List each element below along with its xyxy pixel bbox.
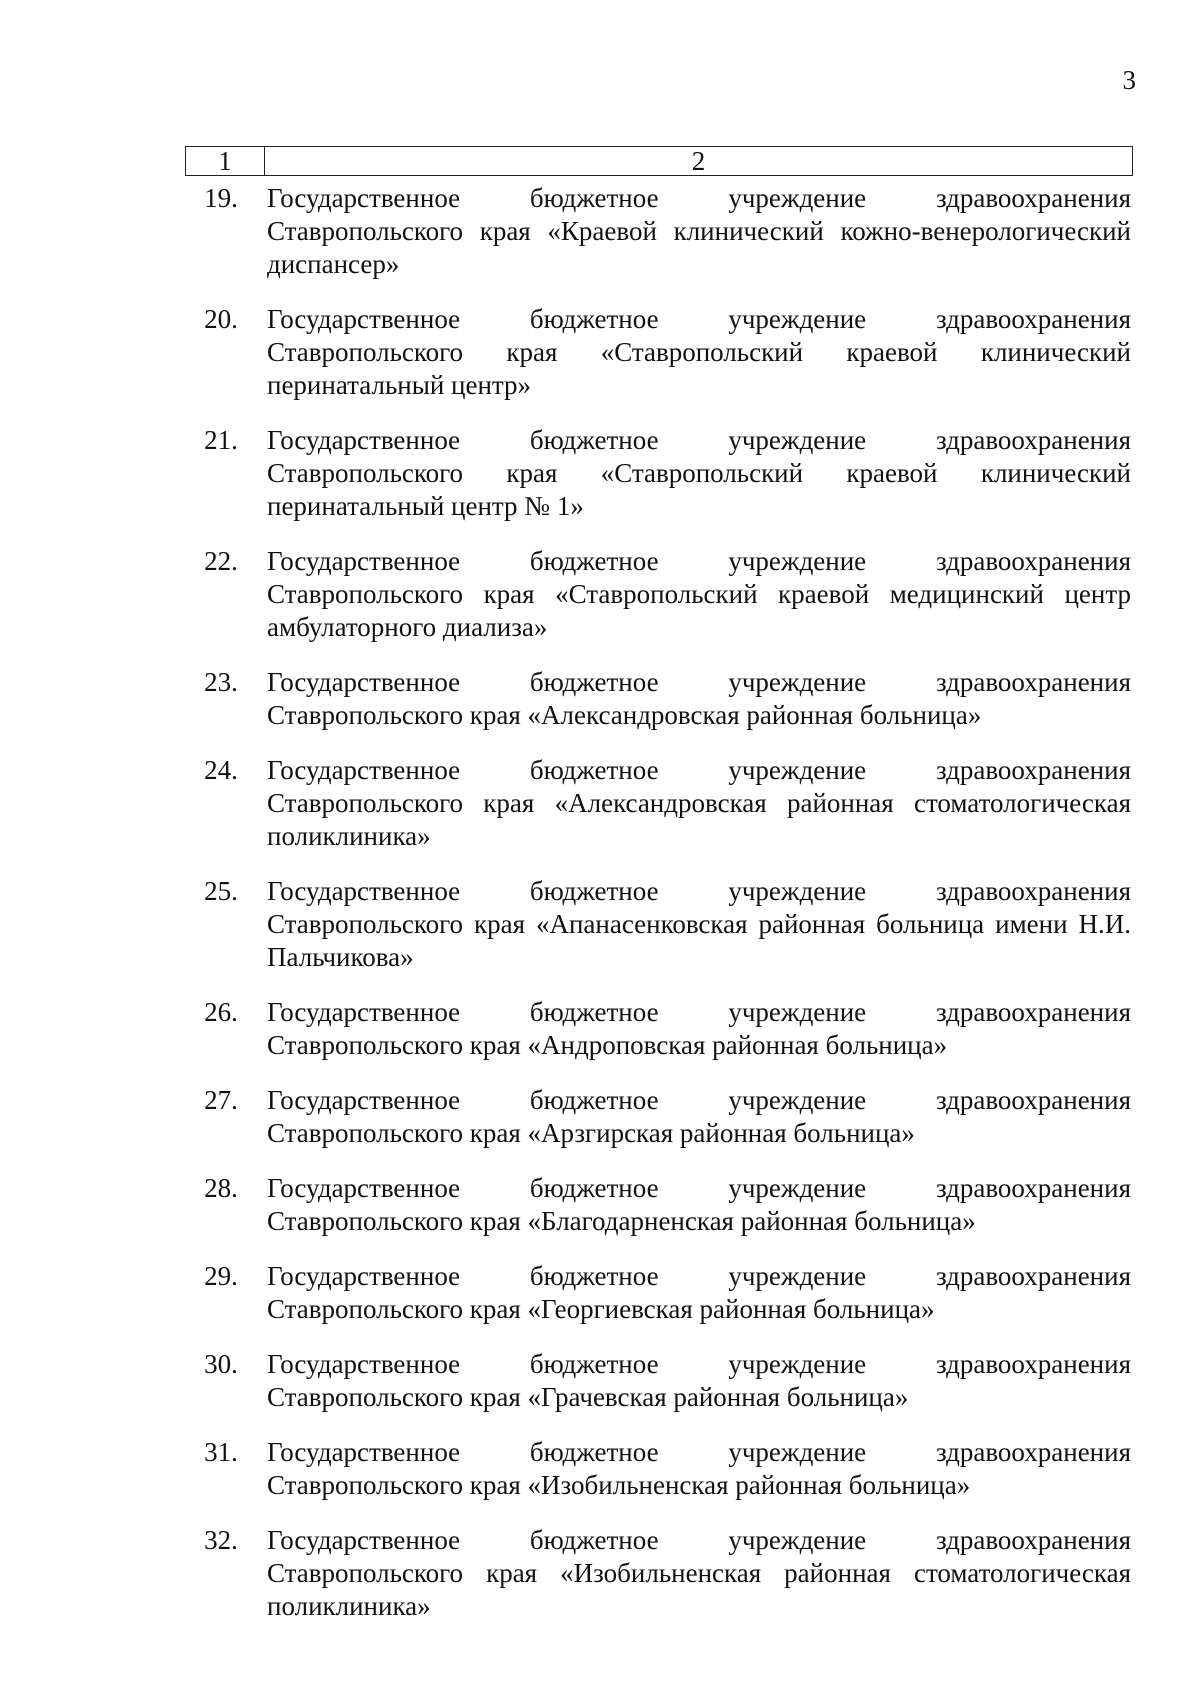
item-text: Государственное бюджетное учреждение здравоохранения Ставропольского края «Благодарненская районная больница» (267, 1173, 1131, 1236)
item-number: 30. (204, 1349, 238, 1379)
item-number: 21. (204, 425, 238, 455)
item-text: Государственное бюджетное учреждение здравоохранения Ставропольского края «Изобильненская районная стоматологическая поликлиника» (267, 1525, 1131, 1621)
institution-list (185, 182, 1131, 1645)
item-text: Государственное бюджетное учреждение здравоохранения Ставропольского края «Александровская районная больница» (267, 667, 1131, 730)
item-text: Государственное бюджетное учреждение здравоохранения Ставропольского края «Ставропольский краевой медицинский центр амбулаторного диализа» (267, 546, 1131, 642)
item-text: Государственное бюджетное учреждение здравоохранения Ставропольского края «Георгиевская районная больница» (267, 1261, 1131, 1324)
table-header-col1: 1 (186, 147, 265, 175)
list-item (185, 996, 1131, 1062)
list-item (185, 1172, 1131, 1238)
item-number: 31. (204, 1437, 238, 1467)
page-number: 3 (1122, 65, 1136, 95)
table-header (185, 146, 1133, 176)
table-header-col2: 2 (691, 146, 706, 176)
item-number: 22. (204, 546, 238, 576)
item-text: Государственное бюджетное учреждение здравоохранения Ставропольского края «Александровская районная стоматологическая поликлиника» (267, 755, 1131, 851)
list-item (185, 1436, 1131, 1502)
list-item (185, 182, 1131, 281)
list-item (185, 545, 1131, 644)
list-item (185, 1084, 1131, 1150)
list-item (185, 875, 1131, 974)
item-number: 20. (204, 304, 238, 334)
item-text: Государственное бюджетное учреждение здравоохранения Ставропольского края «Апанасенковская районная больница имени Н.И. Пальчикова» (267, 876, 1131, 972)
item-text: Государственное бюджетное учреждение здравоохранения Ставропольского края «Краевой клинический кожно-венерологический диспансер» (267, 183, 1131, 279)
item-number: 24. (204, 755, 238, 785)
item-number: 29. (204, 1261, 238, 1291)
list-item (185, 303, 1131, 402)
list-item (185, 666, 1131, 732)
item-number: 26. (204, 997, 238, 1027)
list-item (185, 754, 1131, 853)
item-number: 28. (204, 1173, 238, 1203)
item-number: 25. (204, 876, 238, 906)
item-text: Государственное бюджетное учреждение здравоохранения Ставропольского края «Арзгирская районная больница» (267, 1085, 1131, 1148)
list-item (185, 1348, 1131, 1414)
item-text: Государственное бюджетное учреждение здравоохранения Ставропольского края «Изобильненская районная больница» (267, 1437, 1131, 1500)
item-text: Государственное бюджетное учреждение здравоохранения Ставропольского края «Ставропольский краевой клинический перинатальный центр» (267, 304, 1131, 400)
list-item (185, 1524, 1131, 1623)
item-number: 27. (204, 1085, 238, 1115)
item-text: Государственное бюджетное учреждение здравоохранения Ставропольского края «Грачевская районная больница» (267, 1349, 1131, 1412)
item-text: Государственное бюджетное учреждение здравоохранения Ставропольского края «Ставропольский краевой клинический перинатальный центр № 1» (267, 425, 1131, 521)
item-number: 23. (204, 667, 238, 697)
list-item (185, 1260, 1131, 1326)
list-item (185, 424, 1131, 523)
item-number: 32. (204, 1525, 238, 1555)
item-number: 19. (204, 183, 238, 213)
item-text: Государственное бюджетное учреждение здравоохранения Ставропольского края «Андроповская районная больница» (267, 997, 1131, 1060)
